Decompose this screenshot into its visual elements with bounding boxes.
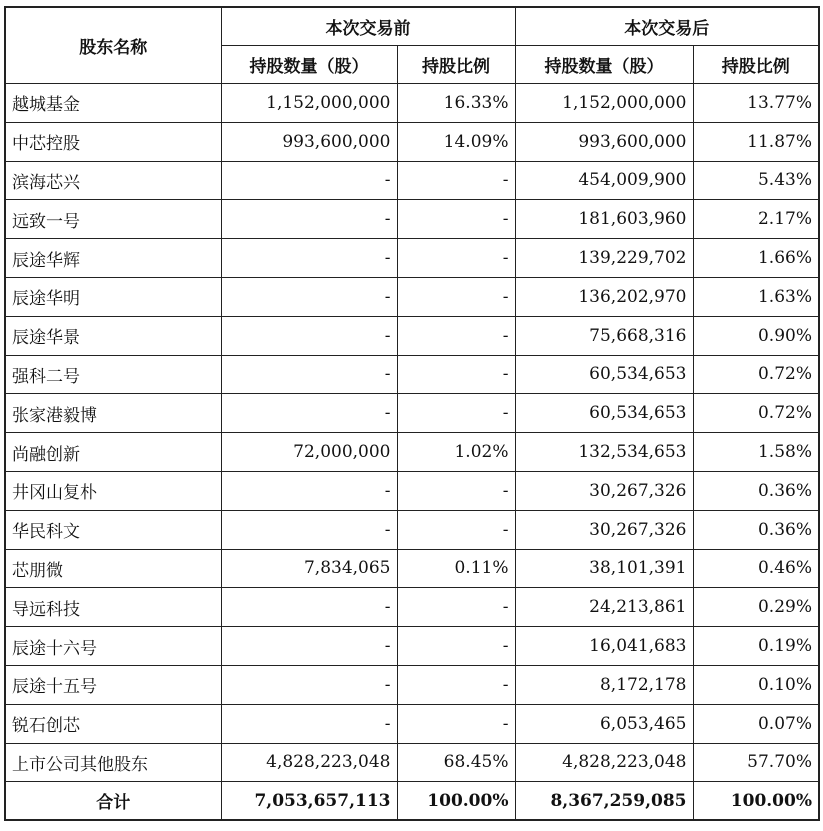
before-quantity-cell: - [221,510,397,549]
after-ratio-cell: 5.43% [693,161,819,200]
after-quantity-cell: 993,600,000 [515,122,693,161]
header-shareholder-name: 股东名称 [5,7,221,84]
before-quantity-cell: - [221,239,397,278]
after-quantity-cell: 1,152,000,000 [515,84,693,123]
total-row [5,782,819,821]
shareholder-name-cell: 锐石创芯 [5,704,221,743]
table-row [5,704,819,743]
table-row [5,588,819,627]
shareholder-name-cell: 远致一号 [5,200,221,239]
shareholder-name-cell: 强科二号 [5,355,221,394]
after-quantity-cell: 60,534,653 [515,355,693,394]
after-ratio-cell: 0.29% [693,588,819,627]
shareholder-name-cell: 井冈山复朴 [5,471,221,510]
after-ratio-cell: 0.10% [693,665,819,704]
before-quantity-cell: - [221,161,397,200]
before-ratio-cell: 0.11% [397,549,515,588]
after-quantity-cell: 30,267,326 [515,510,693,549]
before-quantity-cell: 72,000,000 [221,433,397,472]
before-ratio-cell: 16.33% [397,84,515,123]
before-quantity-cell: 993,600,000 [221,122,397,161]
after-quantity-cell: 24,213,861 [515,588,693,627]
before-quantity-cell: - [221,394,397,433]
after-quantity-cell: 136,202,970 [515,277,693,316]
shareholder-name-cell: 华民科文 [5,510,221,549]
before-ratio-cell: 1.02% [397,433,515,472]
before-ratio-cell: 68.45% [397,743,515,782]
shareholder-name-cell: 张家港毅博 [5,394,221,433]
before-ratio-cell: - [397,316,515,355]
header-before-transaction: 本次交易前 [221,7,515,46]
shareholder-name-cell: 辰途十六号 [5,627,221,666]
after-ratio-cell: 2.17% [693,200,819,239]
after-quantity-cell: 8,172,178 [515,665,693,704]
table-row [5,510,819,549]
table-row [5,200,819,239]
header-before-quantity: 持股数量（股） [221,46,397,84]
table-row [5,84,819,123]
after-quantity-cell: 132,534,653 [515,433,693,472]
after-quantity-cell: 16,041,683 [515,627,693,666]
shareholder-name-cell: 芯朋微 [5,549,221,588]
after-ratio-cell: 57.70% [693,743,819,782]
after-ratio-cell: 0.36% [693,471,819,510]
after-ratio-cell: 0.72% [693,394,819,433]
before-ratio-cell: - [397,239,515,278]
total-after-quantity: 8,367,259,085 [515,782,693,821]
before-ratio-cell: 14.09% [397,122,515,161]
before-quantity-cell: - [221,200,397,239]
after-ratio-cell: 1.63% [693,277,819,316]
total-after-ratio: 100.00% [693,782,819,821]
before-quantity-cell: 7,834,065 [221,549,397,588]
header-after-ratio: 持股比例 [693,46,819,84]
shareholder-name-cell: 越城基金 [5,84,221,123]
shareholder-name-cell: 滨海芯兴 [5,161,221,200]
before-ratio-cell: - [397,161,515,200]
before-ratio-cell: - [397,394,515,433]
table-body [5,84,819,821]
before-ratio-cell: - [397,200,515,239]
table-row [5,239,819,278]
after-ratio-cell: 0.46% [693,549,819,588]
shareholder-name-cell: 中芯控股 [5,122,221,161]
table-row [5,355,819,394]
table-row [5,549,819,588]
table-row [5,433,819,472]
after-ratio-cell: 0.90% [693,316,819,355]
after-quantity-cell: 181,603,960 [515,200,693,239]
after-quantity-cell: 6,053,465 [515,704,693,743]
table-row [5,743,819,782]
after-ratio-cell: 0.19% [693,627,819,666]
before-quantity-cell: - [221,316,397,355]
table-row [5,627,819,666]
before-ratio-cell: - [397,471,515,510]
after-ratio-cell: 13.77% [693,84,819,123]
before-quantity-cell: - [221,471,397,510]
shareholder-name-cell: 辰途华明 [5,277,221,316]
before-ratio-cell: - [397,627,515,666]
total-label: 合计 [5,782,221,821]
table-row [5,394,819,433]
shareholder-name-cell: 上市公司其他股东 [5,743,221,782]
before-quantity-cell: 1,152,000,000 [221,84,397,123]
total-before-quantity: 7,053,657,113 [221,782,397,821]
after-quantity-cell: 60,534,653 [515,394,693,433]
table-row [5,161,819,200]
after-quantity-cell: 454,009,900 [515,161,693,200]
before-ratio-cell: - [397,510,515,549]
table-row [5,665,819,704]
after-ratio-cell: 1.66% [693,239,819,278]
after-ratio-cell: 11.87% [693,122,819,161]
table-row [5,471,819,510]
table-row [5,277,819,316]
after-ratio-cell: 0.72% [693,355,819,394]
shareholding-table [4,6,820,821]
before-quantity-cell: 4,828,223,048 [221,743,397,782]
total-before-ratio: 100.00% [397,782,515,821]
after-ratio-cell: 1.58% [693,433,819,472]
before-ratio-cell: - [397,588,515,627]
before-ratio-cell: - [397,665,515,704]
shareholder-name-cell: 辰途华景 [5,316,221,355]
table-row [5,316,819,355]
after-quantity-cell: 30,267,326 [515,471,693,510]
before-quantity-cell: - [221,627,397,666]
header-after-transaction: 本次交易后 [515,7,819,46]
after-quantity-cell: 75,668,316 [515,316,693,355]
header-after-quantity: 持股数量（股） [515,46,693,84]
before-ratio-cell: - [397,355,515,394]
before-quantity-cell: - [221,355,397,394]
shareholder-name-cell: 辰途华辉 [5,239,221,278]
after-quantity-cell: 38,101,391 [515,549,693,588]
before-quantity-cell: - [221,704,397,743]
before-quantity-cell: - [221,665,397,704]
shareholder-name-cell: 尚融创新 [5,433,221,472]
before-quantity-cell: - [221,277,397,316]
table-row [5,122,819,161]
before-ratio-cell: - [397,277,515,316]
header-before-ratio: 持股比例 [397,46,515,84]
after-quantity-cell: 4,828,223,048 [515,743,693,782]
shareholder-name-cell: 辰途十五号 [5,665,221,704]
before-quantity-cell: - [221,588,397,627]
before-ratio-cell: - [397,704,515,743]
after-ratio-cell: 0.07% [693,704,819,743]
after-ratio-cell: 0.36% [693,510,819,549]
shareholder-name-cell: 导远科技 [5,588,221,627]
after-quantity-cell: 139,229,702 [515,239,693,278]
